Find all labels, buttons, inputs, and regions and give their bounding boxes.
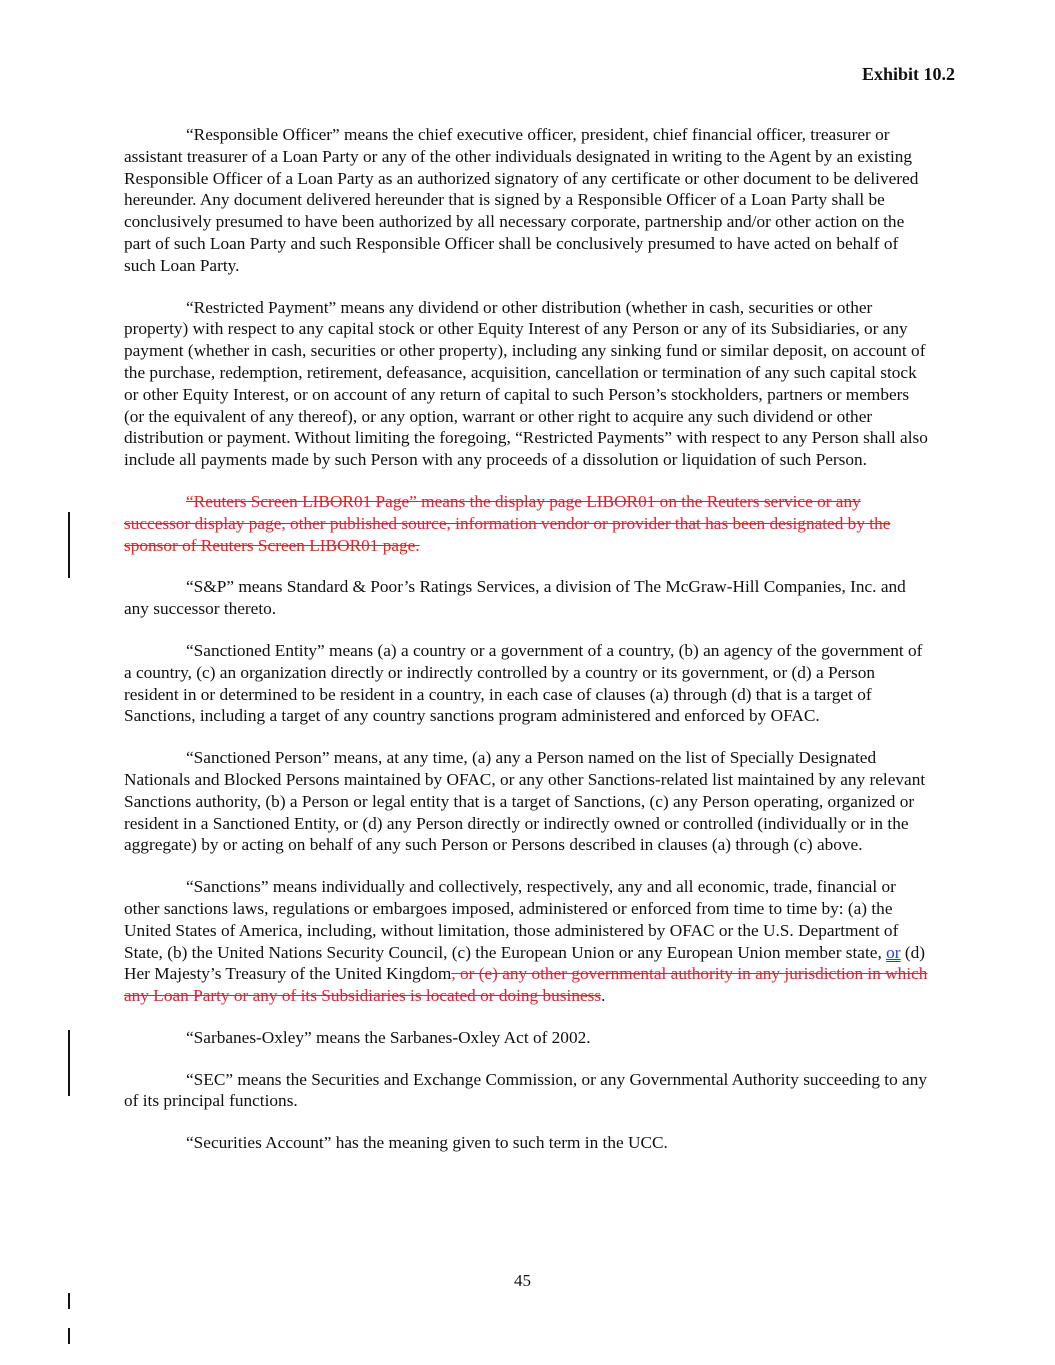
page-number: 45 bbox=[514, 1271, 531, 1290]
definition-sanctions bbox=[124, 876, 930, 1007]
change-bar bbox=[68, 1328, 70, 1344]
deleted-text: , or (e) any other governmental authority in any jurisdiction in which any Loan Party or any of its Subsidiaries is located or doing business bbox=[124, 964, 928, 1006]
text-segment: “Sanctions” means individually and collectively, respectively, any and all economic, trade, financial or other sanctions laws, regulations or embargoes imposed, administered or enforced from time to time by: (a) the United States of America, including, without limitation, those administered by OFAC or the U.S. Department of State, (b) the United Nations Security Council, (c) the European Union or any European Union member state, bbox=[124, 877, 899, 962]
exhibit-label: Exhibit 10.2 bbox=[861, 64, 955, 84]
definition-sanctioned-person: “Sanctioned Person” means, at any time, (a) any a Person named on the list of Specially Designated Nationals and Blocked Persons maintained by OFAC, or any other Sanctions-related list maintained by any relevant Sanctions authority, (b) a Person or legal entity that is a target of Sanctions, (c) any Person operating, organized or resident in a Sanctioned Entity, or (d) any Person directly or indirectly owned or controlled (individually or in the aggregate) by or acting on behalf of any such Person or Persons described in clauses (a) through (c) above. bbox=[124, 748, 926, 855]
definition-restricted-payment: “Restricted Payment” means any dividend or other distribution (whether in cash, securities or other property) with respect to any capital stock or other Equity Interest of any Person or any of its Subsidiaries, or any payment (whether in cash, securities or other property), including any sinking fund or similar deposit, on account of the purchase, redemption, retirement, defeasance, acquisition, cancellation or termination of any such capital stock or other Equity Interest, or on account of any return of capital to such Person’s stockholders, partners or members (or the equivalent of any thereof), or any option, warrant or other right to acquire any such dividend or other distribution or payment. Without limiting the foregoing, “Restricted Payments” with respect to any Person shall also include all payments made by such Person with any proceeds of a dissolution or liquidation of such Person. bbox=[124, 297, 928, 470]
definition-securities-account: “Securities Account” has the meaning given to such term in the UCC. bbox=[186, 1133, 668, 1153]
definition-sarbanes-oxley: “Sarbanes-Oxley” means the Sarbanes-Oxley Act of 2002. bbox=[186, 1027, 591, 1047]
definition-sp: “S&P” means Standard & Poor’s Ratings Services, a division of The McGraw-Hill Companies, Inc. and any successor thereto. bbox=[124, 577, 906, 619]
definition-reuters-screen-deleted bbox=[124, 491, 930, 556]
deleted-text: “Reuters Screen LIBOR01 Page” means the display page LIBOR01 on the Reuters service or any successor display page, other published source, information vendor or provider that has been designated by the sponsor of Reuters Screen LIBOR01 page. bbox=[124, 491, 891, 555]
definition-sec: “SEC” means the Securities and Exchange Commission, or any Governmental Authority succeeding to any of its principal functions. bbox=[124, 1069, 928, 1111]
change-bar bbox=[68, 1293, 70, 1309]
change-bar bbox=[68, 1030, 70, 1096]
definition-sanctioned-entity: “Sanctioned Entity” means (a) a country or a government of a country, (b) an agency of the government of a country, (c) an organization directly or indirectly controlled by a country or its government, or (d) a Person resident in or determined to be resident in a country, in each case of clauses (a) through (d) that is a target of Sanctions, including a target of any country sanctions program administered and enforced by OFAC. bbox=[124, 640, 923, 726]
text-segment: . bbox=[601, 986, 606, 1006]
definition-responsible-officer: “Responsible Officer” means the chief executive officer, president, chief financial officer, treasurer or assistant treasurer of a Loan Party or any of the other individuals designated in writing to the Agent by an existing Responsible Officer of a Loan Party as an authorized signatory of any certificate or other document to be delivered hereunder. Any document delivered hereunder that is signed by a Responsible Officer of a Loan Party shall be conclusively presumed to have been authorized by all necessary corporate, partnership and/or other action on the part of such Loan Party and such Responsible Officer shall be conclusively presumed to have acted on behalf of such Loan Party. bbox=[124, 125, 919, 275]
text-segment: (d) Her Majesty’s Treasury of the United Kingdom bbox=[124, 942, 925, 984]
document-body bbox=[124, 124, 930, 1174]
inserted-text: or bbox=[886, 942, 901, 962]
change-bar bbox=[68, 512, 70, 578]
